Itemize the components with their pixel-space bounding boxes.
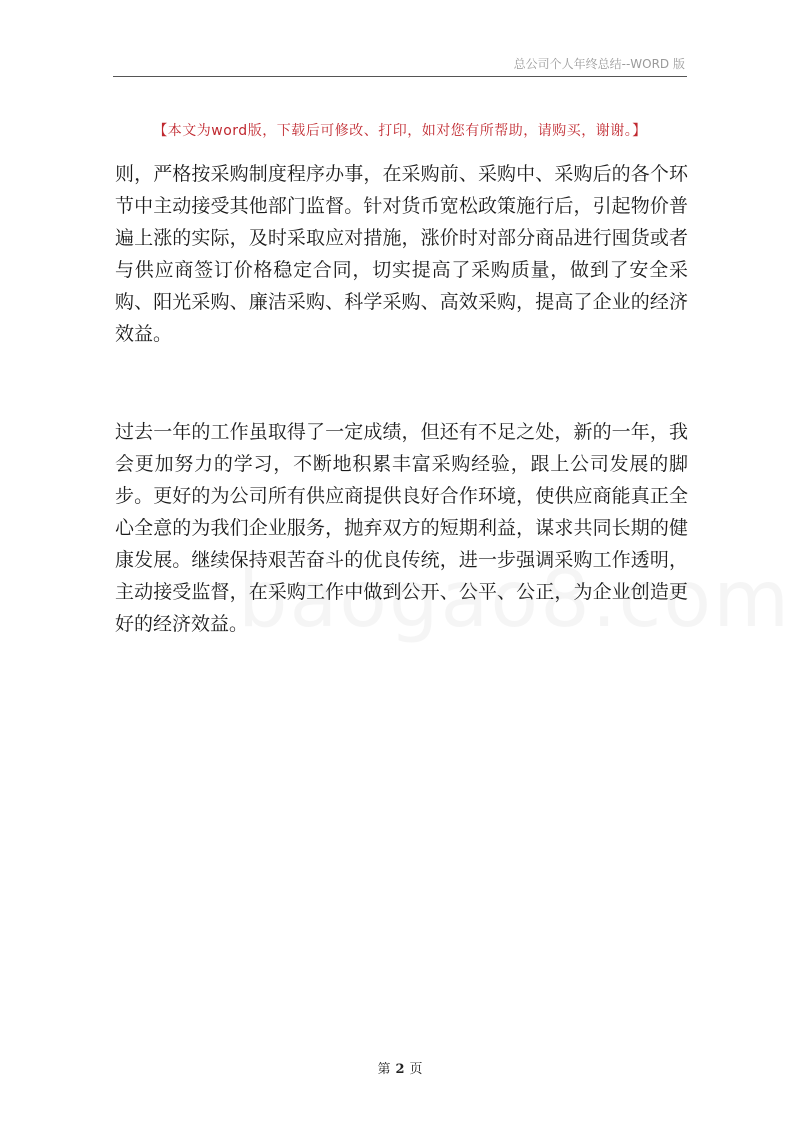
paragraph-text: 过去一年的工作虽取得了一定成绩，但还有不足之处，新的一年，我会更加努力的学习，不断地积累丰富采购经验，跟上公司发展的脚步。更好的为公司所有供应商提供良好合作环境，使供应商能真正全心全意的为我们企业服务，抛弃双方的短期利益，谋求共同长期的健康发展。继续保持艰苦奋斗的优良传统，进一步强调采购工作透明，主动接受监督，在采购工作中做到公开、公平、公正，为企业创造更好的经济效益。 (115, 421, 688, 635)
purchase-notice: 【本文为word版，下载后可修改、打印，如对您有所帮助，请购买，谢谢。】 (153, 123, 647, 139)
footer-prefix: 第 (377, 1062, 391, 1077)
header-title: 总公司个人年终总结--WORD 版 (513, 57, 685, 71)
page-header (113, 52, 687, 77)
page-number: 2 (395, 1062, 405, 1077)
paragraph-text: 则，严格按采购制度程序办事，在采购前、采购中、采购后的各个环节中主动接受其他部门监督。针对货币宽松政策施行后，引起物价普遍上涨的实际，及时采取应对措施，涨价时对部分商品进行囤货或者与供应商签订价格稳定合同，切实提高了采购质量，做到了安全采购、阳光采购、廉洁采购、科学采购、高效采购，提高了企业的经济效益。 (115, 163, 688, 345)
body-paragraph-2 (115, 416, 688, 640)
body-paragraph-1 (115, 158, 688, 350)
footer-suffix: 页 (409, 1062, 423, 1077)
page-footer (0, 1058, 800, 1077)
